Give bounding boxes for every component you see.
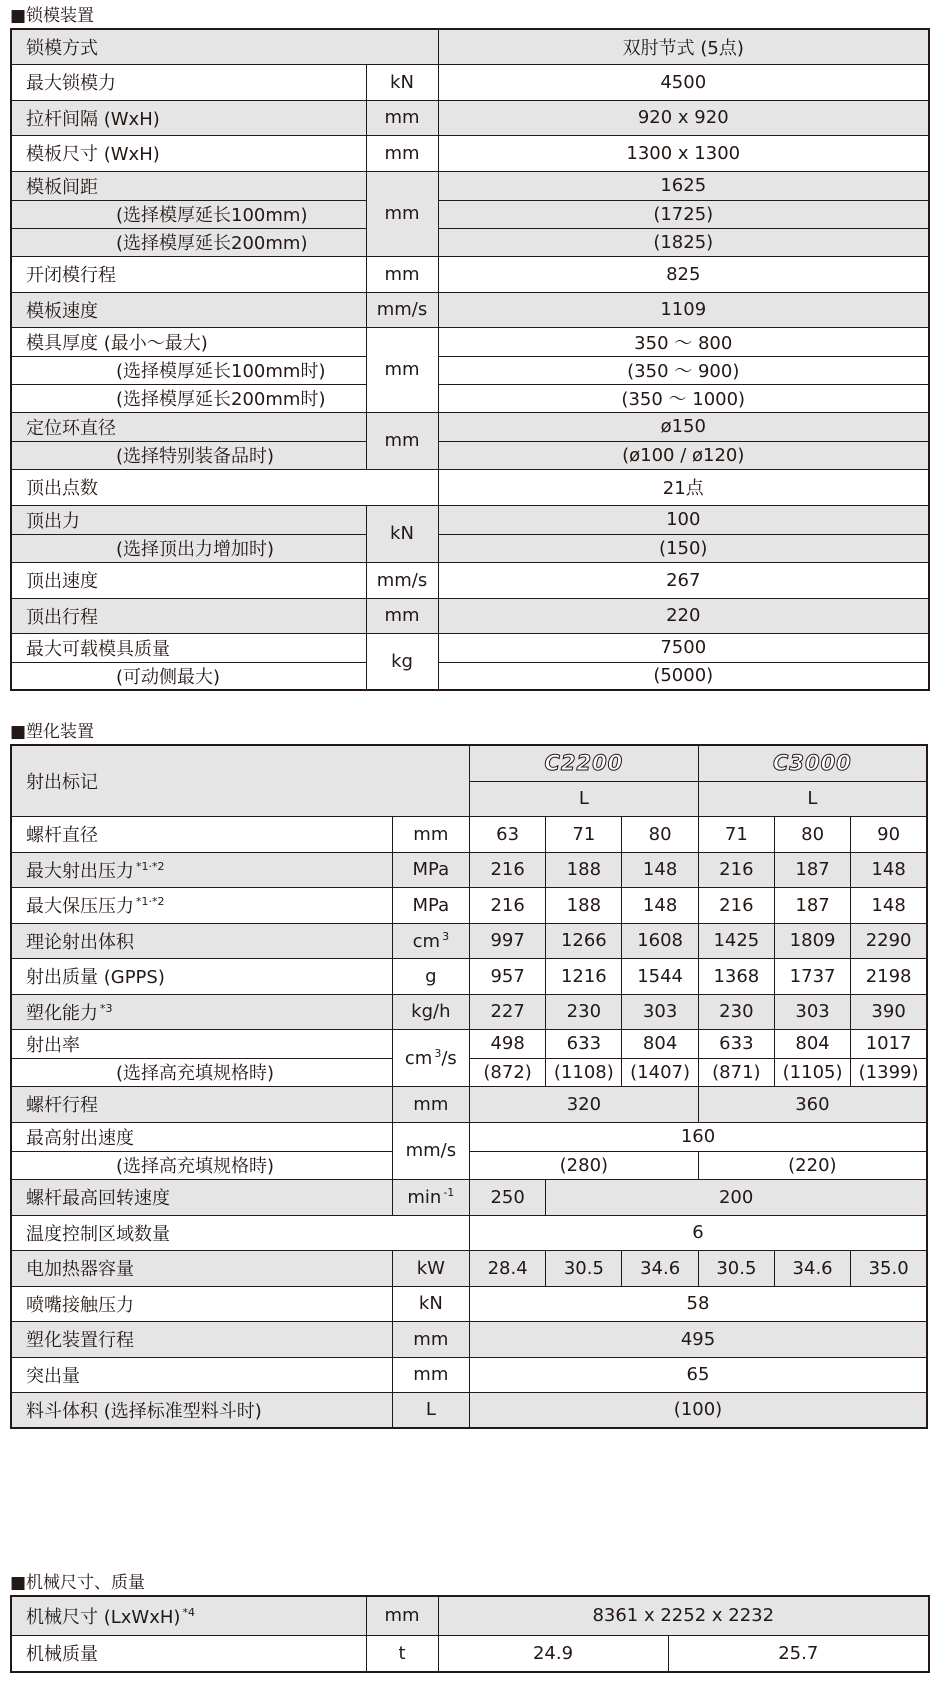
table-row <box>11 1596 929 1635</box>
cell: 28.4 <box>470 1250 546 1286</box>
row-value: ø150 <box>438 412 929 441</box>
cell: 71 <box>546 816 622 852</box>
row-label: 最大锁模力 <box>11 64 366 100</box>
row-unit: mm <box>366 171 438 256</box>
cell: 160 <box>470 1122 928 1151</box>
row-unit: mm/s <box>366 292 438 327</box>
row-sub-label: (选择模厚延长100mm时) <box>11 356 366 384</box>
cell: 997 <box>470 923 546 958</box>
row-value: 4500 <box>438 64 929 100</box>
table-row <box>11 1122 927 1151</box>
cell: 216 <box>698 887 774 923</box>
row-label: 理论射出体积 <box>11 923 392 958</box>
row-unit: t <box>366 1635 438 1672</box>
cell: 80 <box>774 816 850 852</box>
cell: (871) <box>698 1058 774 1086</box>
row-unit: cm <box>412 930 441 952</box>
row-unit: kW <box>392 1250 469 1286</box>
cell: 188 <box>546 887 622 923</box>
cell: 200 <box>546 1179 927 1215</box>
table-row <box>11 1635 929 1672</box>
cell: (872) <box>470 1058 546 1086</box>
row-label: 顶出速度 <box>11 562 366 598</box>
row-unit: kN <box>366 64 438 100</box>
row-unit: mm <box>366 412 438 469</box>
row-label: 定位环直径 <box>11 412 366 441</box>
row-unit: MPa <box>392 852 469 887</box>
table-row <box>11 745 927 781</box>
row-value: 825 <box>438 256 929 292</box>
table-row <box>11 1357 927 1392</box>
cell: 1216 <box>546 958 622 994</box>
row-sub-value: (ø100 / ø120) <box>438 441 929 469</box>
cell: 80 <box>622 816 698 852</box>
row-label: 模板尺寸 (WxH) <box>11 135 366 171</box>
row-label: 最高射出速度 <box>11 1122 392 1151</box>
table-row <box>11 327 929 356</box>
footnote-mark: *4 <box>182 1605 195 1619</box>
row-label: 温度控制区域数量 <box>11 1215 470 1250</box>
row-value: 350 ～ 800 <box>438 327 929 356</box>
clamp-method-value: 双肘节式 (5点) <box>438 29 929 64</box>
table-row <box>11 441 929 469</box>
row-label: 突出量 <box>11 1357 392 1392</box>
cell: 633 <box>546 1029 622 1058</box>
cell: 35.0 <box>851 1250 927 1286</box>
row-label: 塑化装置行程 <box>11 1321 392 1357</box>
cell: 148 <box>622 887 698 923</box>
table-row <box>11 64 929 100</box>
cell: 1017 <box>851 1029 927 1058</box>
table-row <box>11 852 927 887</box>
table-row <box>11 1058 927 1086</box>
table-row <box>11 135 929 171</box>
row-label: 喷嘴接触压力 <box>11 1286 392 1321</box>
cell: 1544 <box>622 958 698 994</box>
table-row <box>11 1250 927 1286</box>
injection-spec-table <box>10 744 928 1429</box>
model-size: L <box>698 781 927 816</box>
cell: 148 <box>622 852 698 887</box>
cell: (100) <box>470 1392 928 1428</box>
cell: 360 <box>698 1086 927 1122</box>
row-sub-value: (150) <box>438 534 929 562</box>
table-row <box>11 1215 927 1250</box>
row-value: 1300 x 1300 <box>438 135 929 171</box>
row-unit: MPa <box>392 887 469 923</box>
row-label: 开闭模行程 <box>11 256 366 292</box>
table-row <box>11 1151 927 1179</box>
row-sub-label: (选择高充填规格時) <box>11 1058 392 1086</box>
table-row <box>11 384 929 412</box>
cell: 2290 <box>851 923 927 958</box>
cell: 498 <box>470 1029 546 1058</box>
cell: (1407) <box>622 1058 698 1086</box>
row-unit-tail: /s <box>441 1047 457 1069</box>
row-unit: kN <box>392 1286 469 1321</box>
cell: 1737 <box>774 958 850 994</box>
cell: (1105) <box>774 1058 850 1086</box>
table-row <box>11 887 927 923</box>
table-row <box>11 633 929 662</box>
row-label: 射出率 <box>11 1029 392 1058</box>
row-unit: mm <box>366 135 438 171</box>
injection-header-label: 射出标记 <box>11 745 470 816</box>
cell: 1425 <box>698 923 774 958</box>
table-row <box>11 1029 927 1058</box>
unit-superscript: 3 <box>442 929 450 943</box>
row-label: 机械质量 <box>11 1635 366 1672</box>
cell: 227 <box>470 994 546 1029</box>
row-label: 最大保压压力 <box>26 896 134 917</box>
row-unit: mm <box>392 1321 469 1357</box>
cell: 148 <box>851 852 927 887</box>
row-label: 顶出点数 <box>11 469 438 505</box>
table-row <box>11 171 929 200</box>
row-value: 1625 <box>438 171 929 200</box>
table-row <box>11 994 927 1029</box>
table-row <box>11 958 927 994</box>
cell: 71 <box>698 816 774 852</box>
row-value: 267 <box>438 562 929 598</box>
cell: (1108) <box>546 1058 622 1086</box>
clamp-section-title: ■锁模装置 <box>10 6 95 26</box>
row-label: 料斗体积 (选择标准型料斗时) <box>11 1392 392 1428</box>
machine-spec-table <box>10 1595 930 1673</box>
table-row <box>11 505 929 534</box>
row-label: 顶出力 <box>11 505 366 534</box>
cell: 24.9 <box>438 1635 668 1672</box>
row-label: 螺杆直径 <box>11 816 392 852</box>
row-unit: kg/h <box>392 994 469 1029</box>
row-sub-label: (选择高充填规格時) <box>11 1151 392 1179</box>
row-value: 1109 <box>438 292 929 327</box>
cell: 1368 <box>698 958 774 994</box>
cell: 187 <box>774 852 850 887</box>
row-sub-value: (5000) <box>438 662 929 690</box>
row-label: 模板间距 <box>11 171 366 200</box>
unit-superscript: -1 <box>443 1186 455 1199</box>
cell: 216 <box>698 852 774 887</box>
cell: (280) <box>470 1151 699 1179</box>
cell: 6 <box>470 1215 928 1250</box>
cell: 250 <box>470 1179 546 1215</box>
row-sub-label: (选择模厚延长100mm) <box>11 200 366 228</box>
clamp-method-label: 锁模方式 <box>11 29 438 64</box>
row-sub-value: (350 ～ 900) <box>438 356 929 384</box>
row-label: 模板速度 <box>11 292 366 327</box>
cell: 148 <box>851 887 927 923</box>
row-unit: L <box>392 1392 469 1428</box>
table-row <box>11 412 929 441</box>
row-unit: kg <box>366 633 438 690</box>
cell: 804 <box>774 1029 850 1058</box>
table-row <box>11 1321 927 1357</box>
table-row <box>11 1392 927 1428</box>
cell: 25.7 <box>668 1635 929 1672</box>
row-sub-label: (选择特别装备品时) <box>11 441 366 469</box>
table-row <box>11 356 929 384</box>
cell: (1399) <box>851 1058 927 1086</box>
row-unit: cm <box>404 1047 433 1069</box>
cell: 633 <box>698 1029 774 1058</box>
footnote-mark: *1·*2 <box>136 859 165 873</box>
model-size: L <box>470 781 699 816</box>
cell: 1809 <box>774 923 850 958</box>
row-unit: mm <box>366 256 438 292</box>
row-label: 机械尺寸 (LxWxH) <box>26 1606 181 1628</box>
table-row <box>11 534 929 562</box>
cell: 216 <box>470 887 546 923</box>
cell: 30.5 <box>546 1250 622 1286</box>
table-row <box>11 200 929 228</box>
footnote-mark: *1·*2 <box>136 895 165 908</box>
table-row <box>11 562 929 598</box>
footnote-mark: *3 <box>100 1001 113 1015</box>
row-sub-label: (选择顶出力增加时) <box>11 534 366 562</box>
cell: 30.5 <box>698 1250 774 1286</box>
table-row <box>11 256 929 292</box>
cell: 303 <box>622 994 698 1029</box>
injection-section-title: ■塑化装置 <box>10 722 95 742</box>
row-unit: min <box>407 1187 442 1208</box>
cell: 34.6 <box>774 1250 850 1286</box>
cell: 804 <box>622 1029 698 1058</box>
row-value: 220 <box>438 598 929 633</box>
table-row <box>11 1286 927 1321</box>
cell: 63 <box>470 816 546 852</box>
row-sub-value: (350 ～ 1000) <box>438 384 929 412</box>
cell: 2198 <box>851 958 927 994</box>
cell: 957 <box>470 958 546 994</box>
row-unit: mm <box>366 100 438 135</box>
table-row <box>11 1086 927 1122</box>
cell: 65 <box>470 1357 928 1392</box>
cell: 34.6 <box>622 1250 698 1286</box>
clamp-spec-table <box>10 28 930 691</box>
cell: 188 <box>546 852 622 887</box>
table-row <box>11 923 927 958</box>
table-row <box>11 598 929 633</box>
row-unit: mm <box>366 327 438 412</box>
row-unit: mm <box>366 1596 438 1635</box>
row-label: 射出质量 (GPPS) <box>11 958 392 994</box>
row-sub-label: (可动侧最大) <box>11 662 366 690</box>
cell: (220) <box>698 1151 927 1179</box>
cell: 90 <box>851 816 927 852</box>
table-row <box>11 29 929 64</box>
table-row <box>11 469 929 505</box>
row-value: 100 <box>438 505 929 534</box>
row-label: 最大可载模具质量 <box>11 633 366 662</box>
row-sub-label: (选择模厚延长200mm时) <box>11 384 366 412</box>
row-label: 螺杆行程 <box>11 1086 392 1122</box>
row-sub-value: (1725) <box>438 200 929 228</box>
row-label: 塑化能力 <box>26 1002 98 1024</box>
table-row <box>11 662 929 690</box>
row-label: 拉杆间隔 (WxH) <box>11 100 366 135</box>
table-row <box>11 816 927 852</box>
row-unit: mm/s <box>392 1122 469 1179</box>
row-value: 7500 <box>438 633 929 662</box>
row-label: 模具厚度 (最小～最大) <box>11 327 366 356</box>
cell: 230 <box>546 994 622 1029</box>
cell: 216 <box>470 852 546 887</box>
row-unit: mm <box>392 1086 469 1122</box>
row-unit: mm <box>392 816 469 852</box>
cell: 320 <box>470 1086 699 1122</box>
row-unit: mm/s <box>366 562 438 598</box>
table-row <box>11 228 929 256</box>
machine-section-title: ■机械尺寸、质量 <box>10 1573 146 1593</box>
table-row <box>11 100 929 135</box>
row-unit: mm <box>392 1357 469 1392</box>
row-label: 电加热器容量 <box>11 1250 392 1286</box>
cell: 1266 <box>546 923 622 958</box>
model-name: C2200 <box>544 751 624 776</box>
cell: 230 <box>698 994 774 1029</box>
cell: 303 <box>774 994 850 1029</box>
row-unit: kN <box>366 505 438 562</box>
row-value: 21点 <box>438 469 929 505</box>
cell: 495 <box>470 1321 928 1357</box>
model-name: C3000 <box>772 751 852 776</box>
row-unit: mm <box>366 598 438 633</box>
unit-superscript: 3 <box>434 1046 442 1060</box>
row-sub-value: (1825) <box>438 228 929 256</box>
cell: 1608 <box>622 923 698 958</box>
row-label: 顶出行程 <box>11 598 366 633</box>
table-row <box>11 1179 927 1215</box>
table-row <box>11 292 929 327</box>
row-value: 920 x 920 <box>438 100 929 135</box>
row-sub-label: (选择模厚延长200mm) <box>11 228 366 256</box>
row-unit: g <box>392 958 469 994</box>
cell: 390 <box>851 994 927 1029</box>
cell: 187 <box>774 887 850 923</box>
row-label: 最大射出压力 <box>26 860 134 882</box>
cell: 8361 x 2252 x 2232 <box>438 1596 929 1635</box>
row-label: 螺杆最高回转速度 <box>11 1179 392 1215</box>
cell: 58 <box>470 1286 928 1321</box>
